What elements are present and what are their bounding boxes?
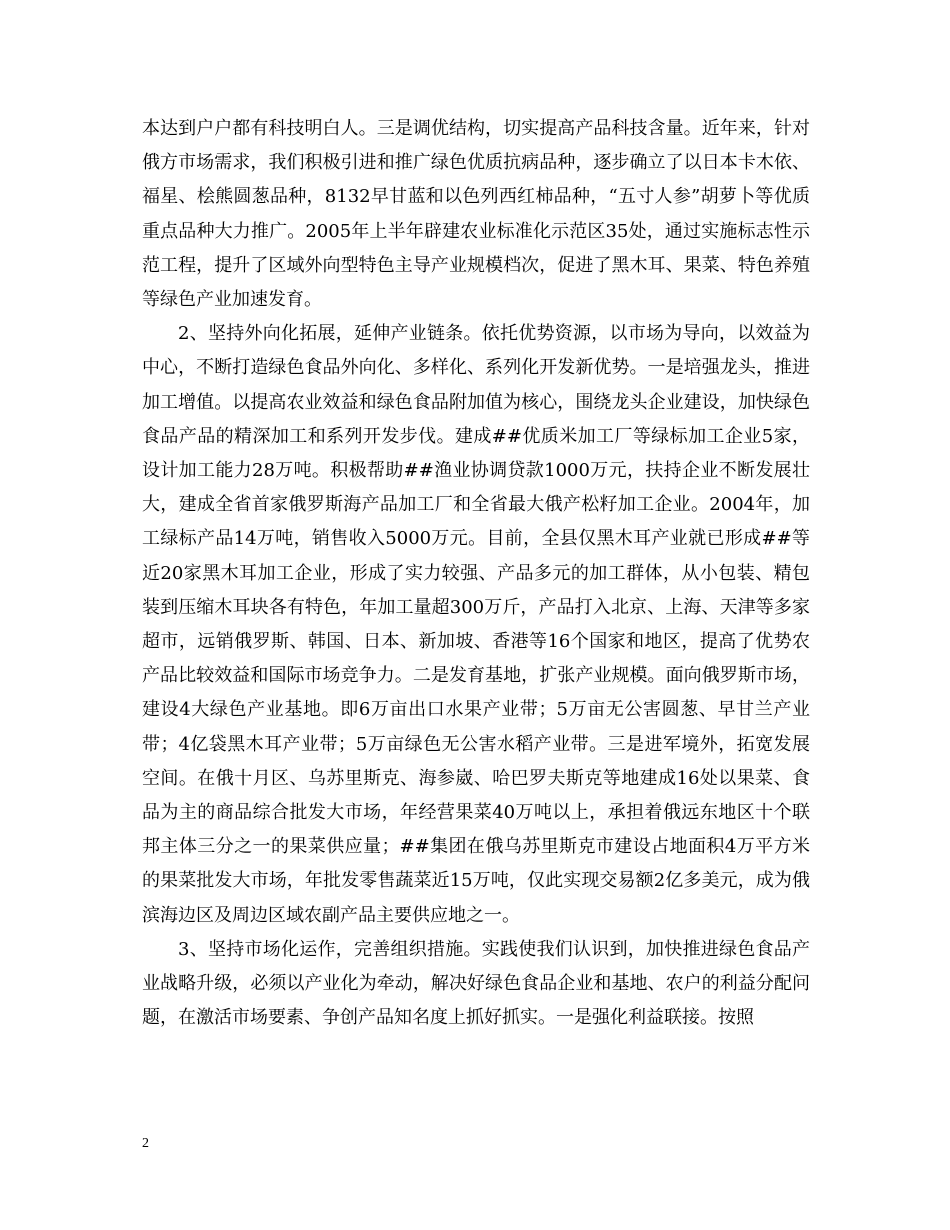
document-body: [142, 112, 810, 1035]
paragraph-2: 2、坚持外向化拓展，延伸产业链条。依托优势资源，以市场为导向，以效益为中心，不断打造绿色食品外向化、多样化、系列化开发新优势。一是培强龙头，推进加工增值。以提高农业效益和绿色食品附加值为核心，围绕龙头企业建设，加快绿色食品产品的精深加工和系列开发步伐。建成##优质米加工厂等绿标加工企业5家，设计加工能力28万吨。积极帮助##渔业协调贷款1000万元，扶持企业不断发展壮大，建成全省首家俄罗斯海产品加工厂和全省最大俄产松籽加工企业。2004年，加工绿标产品14万吨，销售收入5000万元。目前，全县仅黑木耳产业就已形成##等近20家黑木耳加工企业，形成了实力较强、产品多元的加工群体，从小包装、精包装到压缩木耳块各有特色，年加工量超300万斤，产品打入北京、上海、天津等多家超市，远销俄罗斯、韩国、日本、新加坡、香港等16个国家和地区，提高了优势农产品比较效益和国际市场竞争力。二是发育基地，扩张产业规模。面向俄罗斯市场，建设4大绿色产业基地。即6万亩出口水果产业带；5万亩无公害圆葱、早甘兰产业带；4亿袋黑木耳产业带；5万亩绿色无公害水稻产业带。三是进军境外，拓宽发展空间。在俄十月区、乌苏里斯克、海参崴、哈巴罗夫斯克等地建成16处以果菜、食品为主的商品综合批发大市场，年经营果菜40万吨以上，承担着俄远东地区十个联邦主体三分之一的果菜供应量；##集团在俄乌苏里斯克市建设占地面积4万平方米的果菜批发大市场，年批发零售蔬菜近15万吨，仅此实现交易额2亿多美元，成为俄滨海边区及周边区域农副产品主要供应地之一。: [142, 323, 810, 926]
page-number: 2: [142, 1136, 149, 1151]
paragraph-3: 3、坚持市场化运作，完善组织措施。实践使我们认识到，加快推进绿色食品产业战略升级，必须以产业化为牵动，解决好绿色食品企业和基地、农户的利益分配问题，在激活市场要素、争创产品知名度上抓好抓实。一是强化利益联接。按照: [142, 938, 810, 1029]
paragraph-1: 本达到户户都有科技明白人。三是调优结构，切实提高产品科技含量。近年来，针对俄方市场需求，我们积极引进和推广绿色优质抗病品种，逐步确立了以日本卡木依、福星、桧熊圆葱品种，8132早甘蓝和以色列西红柿品种，“五寸人参”胡萝卜等优质重点品种大力推广。2005年上半年辟建农业标准化示范区35处，通过实施标志性示范工程，提升了区域外向型特色主导产业规模档次，促进了黑木耳、果菜、特色养殖等绿色产业加速发育。: [142, 118, 810, 311]
